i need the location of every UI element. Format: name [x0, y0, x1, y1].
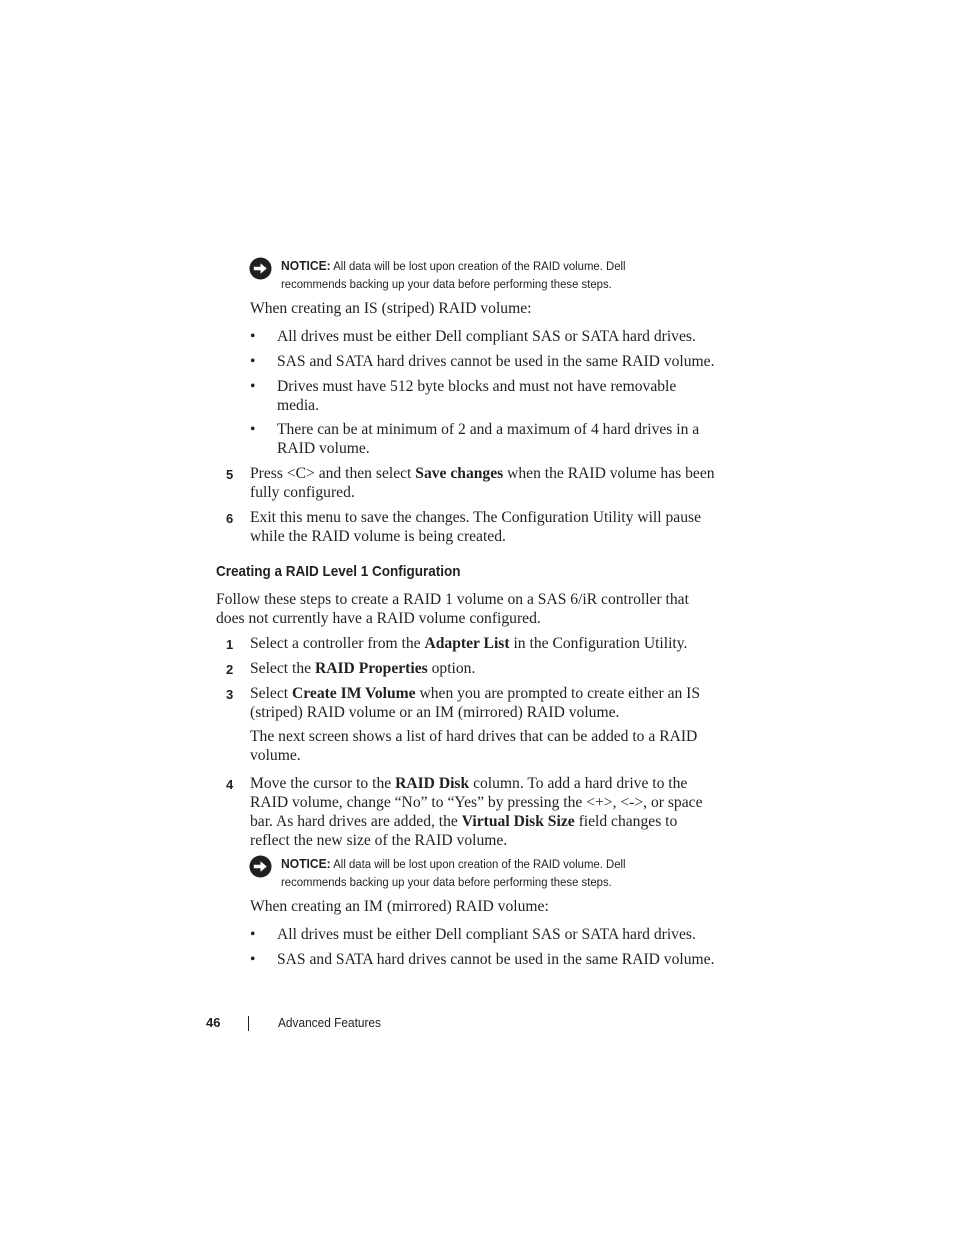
step-keyword: RAID Properties: [314, 660, 428, 677]
notice-label: NOTICE:: [281, 258, 331, 273]
notice-arrow-icon: [249, 855, 272, 878]
step-text-part: when you are prompted to create either an IS (striped) RAID volume or an IM (mirrored) RAID volume.: [250, 685, 701, 721]
notice-text: [281, 257, 690, 293]
bullet-glyph: •: [250, 378, 256, 395]
bullet-text: Drives must have 512 byte blocks and must not have removable media.: [277, 378, 677, 414]
step-text-part: Select the: [250, 660, 315, 677]
page-number: 46: [206, 1015, 221, 1030]
step-number: 1: [226, 637, 234, 652]
step-text: [250, 634, 720, 653]
is-intro: When creating an IS (striped) RAID volume:: [250, 300, 532, 317]
step-text: [250, 684, 720, 722]
notice-line2: recommends backing up your data before performing these steps.: [281, 276, 612, 291]
bullet-text: SAS and SATA hard drives cannot be used in the same RAID volume.: [277, 951, 715, 968]
step-number: 5: [226, 467, 234, 482]
step-text-part: Select: [250, 685, 292, 702]
step-keyword: Virtual Disk Size: [461, 813, 575, 830]
step-keyword: Save changes: [415, 465, 504, 482]
step-text-part: option.: [427, 660, 476, 677]
step-keyword: Adapter List: [424, 635, 510, 652]
im-intro: When creating an IM (mirrored) RAID volume:: [250, 898, 549, 915]
step-text-part: column. To add a hard drive to the RAID volume, change “No” to “Yes” by pressing the <+>, <->, or space bar. As hard drives are added, the: [250, 775, 703, 830]
step-number: 3: [226, 687, 234, 702]
notice-line2: recommends backing up your data before performing these steps.: [281, 874, 612, 889]
step-followup-text: The next screen shows a list of hard drives that can be added to a RAID volume.: [250, 728, 698, 764]
step-text: [250, 464, 720, 502]
notice-text: [281, 855, 690, 891]
notice-line1: All data will be lost upon creation of the RAID volume. Dell: [333, 857, 626, 871]
section-heading: Creating a RAID Level 1 Configuration: [216, 563, 461, 580]
intro-paragraph: Follow these steps to create a RAID 1 volume on a SAS 6/iR controller that does not currently have a RAID volume configured.: [216, 591, 689, 627]
bullet-glyph: •: [250, 926, 256, 943]
step-text-part: when the RAID volume has been fully configured.: [250, 465, 715, 501]
bullet-text: SAS and SATA hard drives cannot be used in the same RAID volume.: [277, 353, 715, 370]
notice-label: NOTICE:: [281, 856, 331, 871]
notice-line1: All data will be lost upon creation of the RAID volume. Dell: [333, 259, 626, 273]
step-text-part: in the Configuration Utility.: [509, 635, 688, 652]
bullet-glyph: •: [250, 421, 256, 438]
bullet-glyph: •: [250, 328, 256, 345]
step-text-part: Move the cursor to the: [250, 775, 396, 792]
step-number: 6: [226, 511, 234, 526]
footer-divider: [248, 1016, 249, 1031]
step-text: [250, 659, 720, 678]
bullet-glyph: •: [250, 951, 256, 968]
bullet-text: All drives must be either Dell compliant SAS or SATA hard drives.: [277, 328, 696, 345]
step-text-part: Select a controller from the: [250, 635, 425, 652]
footer-chapter-title: Advanced Features: [278, 1016, 381, 1030]
step-keyword: Create IM Volume: [292, 685, 416, 702]
step-text-part: field changes to reflect the new size of the RAID volume.: [250, 813, 678, 849]
step-text-part: Press <C> and then select: [250, 465, 416, 482]
step-number: 4: [226, 777, 234, 792]
bullet-glyph: •: [250, 353, 256, 370]
step-keyword: RAID Disk: [395, 775, 470, 792]
bullet-text: There can be at minimum of 2 and a maximum of 4 hard drives in a RAID volume.: [277, 421, 700, 457]
step-text: [250, 774, 720, 850]
bullet-text: All drives must be either Dell compliant SAS or SATA hard drives.: [277, 926, 696, 943]
notice-arrow-icon: [249, 257, 272, 280]
step-number: 2: [226, 662, 234, 677]
step-text: Exit this menu to save the changes. The Configuration Utility will pause while the RAID volume is being created.: [250, 509, 701, 545]
